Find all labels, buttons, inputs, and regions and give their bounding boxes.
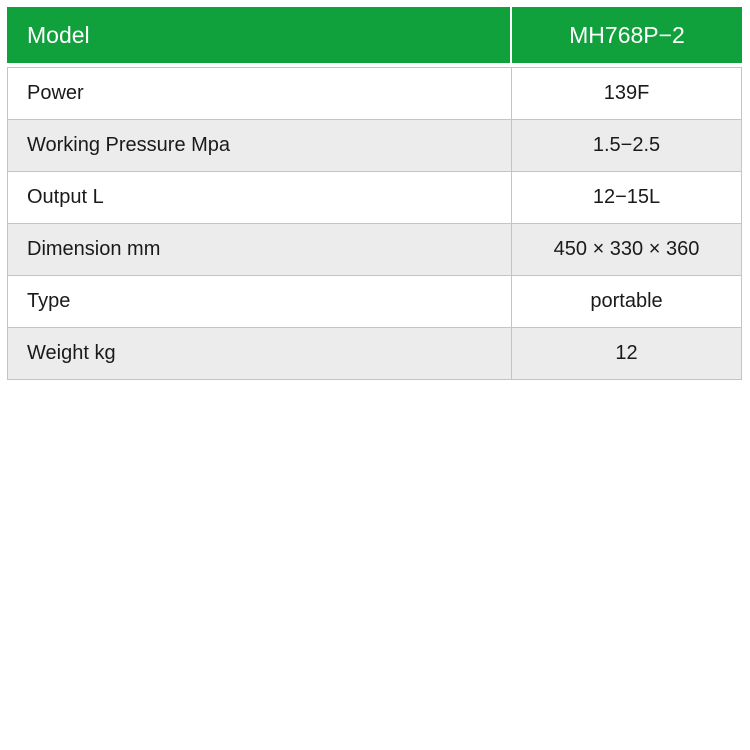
row-value: 450 × 330 × 360	[553, 238, 700, 260]
table-header	[7, 7, 742, 63]
table-body	[7, 67, 742, 380]
table-row-dimension	[8, 224, 741, 276]
header-model-value: MH768P−2	[569, 21, 685, 48]
row-label: Weight kg	[8, 328, 512, 379]
row-label: Output L	[8, 172, 512, 223]
row-value: portable	[590, 290, 663, 312]
table-row-power	[8, 68, 741, 120]
table-row-output	[8, 172, 741, 224]
row-value: 12	[615, 342, 638, 364]
table-row-working-pressure	[8, 120, 741, 172]
spec-table	[7, 7, 742, 380]
row-label: Power	[8, 68, 512, 119]
table-row-type	[8, 276, 741, 328]
row-value: 139F	[603, 82, 650, 104]
row-label: Dimension mm	[8, 224, 512, 275]
table-row-weight	[8, 328, 741, 380]
row-label: Working Pressure Mpa	[8, 120, 512, 171]
row-value: 12−15L	[592, 186, 661, 208]
header-label: Model	[7, 7, 512, 63]
row-value: 1.5−2.5	[592, 134, 661, 156]
row-label: Type	[8, 276, 512, 327]
